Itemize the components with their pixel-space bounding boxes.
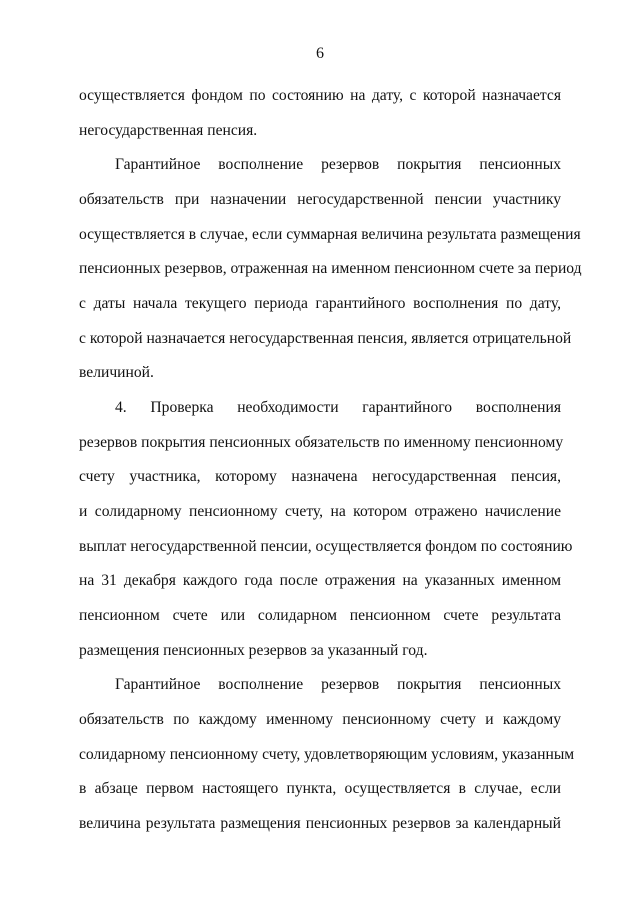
text-line: на 31 декабря каждого года после отражения на указанных именном: [79, 572, 561, 589]
text-line: пенсионных резервов, отраженная на именном пенсионном счете за период: [79, 260, 582, 277]
paragraph-first-line: Гарантийное восполнение резервов покрытия пенсионных: [115, 676, 561, 693]
paragraph-first-line: Гарантийное восполнение резервов покрытия пенсионных: [115, 156, 561, 173]
text-line: в абзаце первом настоящего пункта, осуществляется в случае, если: [79, 780, 561, 797]
text-line: с даты начала текущего периода гарантийного восполнения по дату,: [79, 295, 561, 312]
text-line: величина результата размещения пенсионных резервов за календарный: [79, 815, 561, 832]
text-line: величиной.: [79, 364, 154, 381]
text-line: счету участника, которому назначена негосударственная пенсия,: [79, 468, 561, 485]
text-line: пенсионном счете или солидарном пенсионном счете результата: [79, 607, 561, 624]
text-line: негосударственная пенсия.: [79, 122, 258, 139]
text-line: обязательств при назначении негосударственной пенсии участнику: [79, 191, 561, 208]
text-line: и солидарному пенсионному счету, на котором отражено начисление: [79, 503, 561, 520]
paragraph-first-line: 4. Проверка необходимости гарантийного восполнения: [115, 399, 561, 416]
text-line: выплат негосударственной пенсии, осуществляется фондом по состоянию: [79, 538, 573, 555]
text-line: осуществляется фондом по состоянию на дату, с которой назначается: [79, 87, 561, 104]
page-number: 6: [316, 45, 324, 62]
text-line: осуществляется в случае, если суммарная величина результата размещения: [79, 226, 581, 243]
text-line: размещения пенсионных резервов за указанный год.: [79, 642, 428, 659]
text-line: с которой назначается негосударственная пенсия, является отрицательной: [79, 330, 572, 347]
text-line: резервов покрытия пенсионных обязательств по именному пенсионному: [79, 434, 564, 451]
text-line: обязательств по каждому именному пенсионному счету и каждому: [79, 711, 561, 728]
text-line: солидарному пенсионному счету, удовлетворяющим условиям, указанным: [79, 746, 575, 763]
